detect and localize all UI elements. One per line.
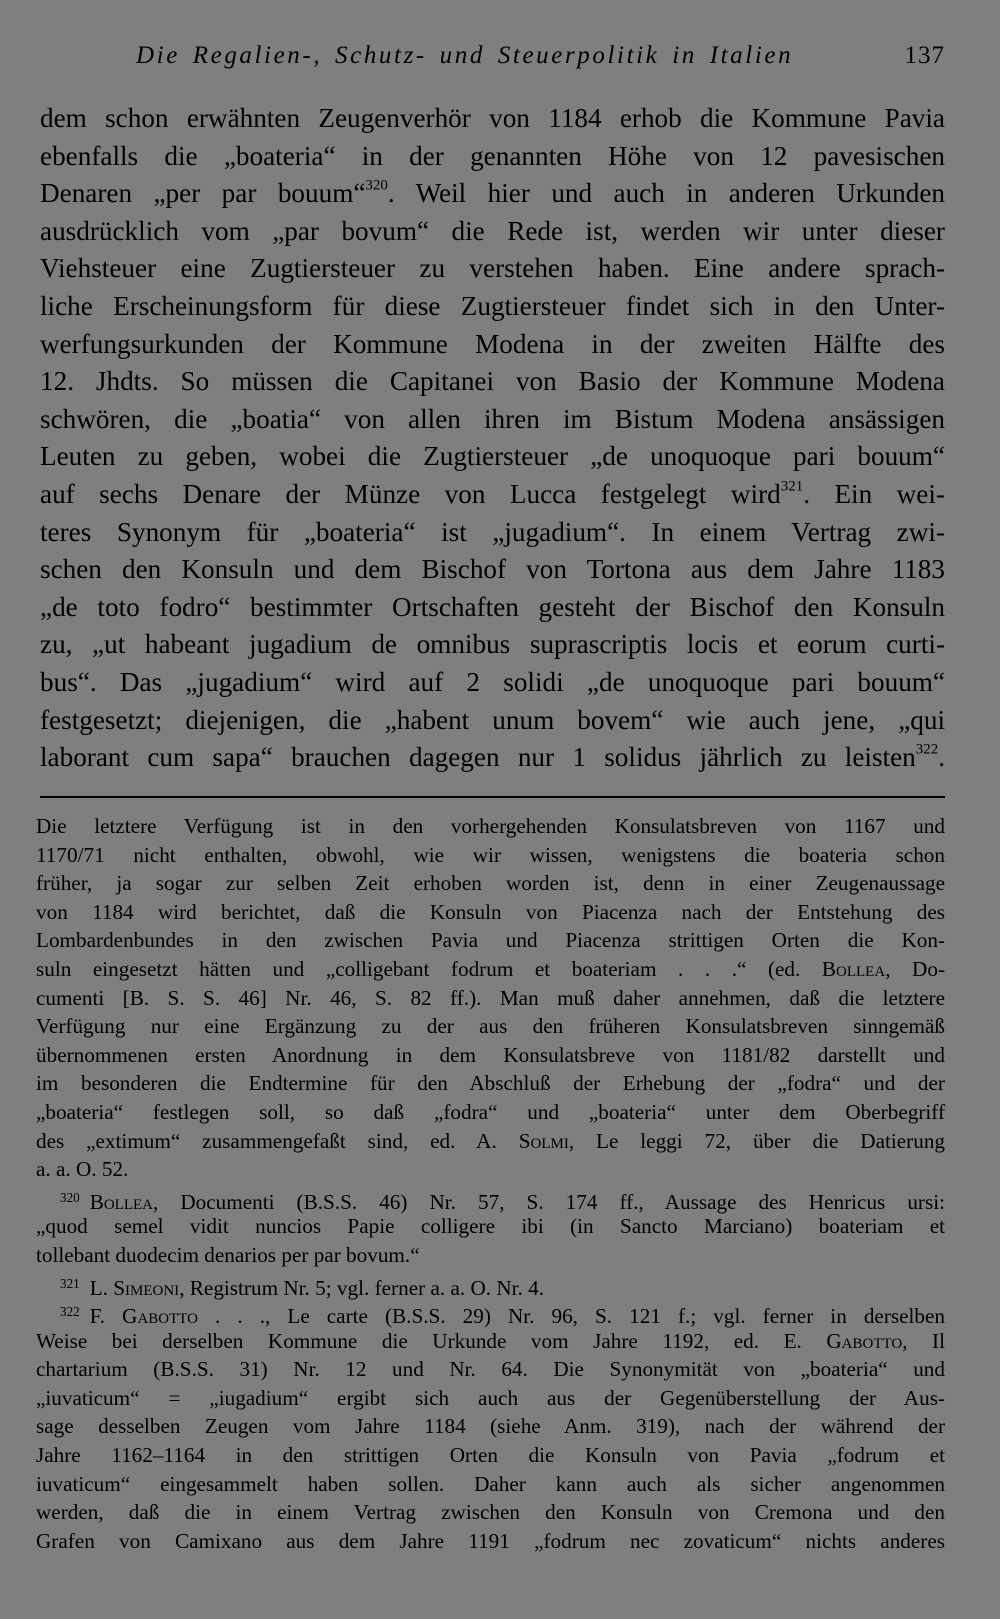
footnote-number: 320 [60, 1189, 80, 1205]
footnote-line: $^{320}$ Bollea, Documenti (B.S.S. 46) Nr. 57, S. 174 ff., Aussage des Henricus ursi: [60, 1189, 945, 1214]
footnote-line: 1170/71 nicht enthalten, obwohl, wie wir wissen, wenigstens die boateria schon [36, 842, 945, 867]
footnote-line: a. a. O. 52. [36, 1157, 129, 1182]
author-name: Bollea [89, 1189, 153, 1214]
footnote-line: tollebant duodecim denarios per par bovum.“ [36, 1242, 420, 1267]
footnote-322 [36, 1298, 945, 1555]
footnote-line: Verfügung nur eine Ergänzung zu der aus den früheren Konsulatsbreven sinngemäß [36, 1014, 945, 1039]
footnote-line: werden, daß die in einem Vertrag zwischen den Konsuln von Cremona und den [36, 1500, 945, 1525]
footnote-line: $^{322}$ F. Gabotto . . ., Le carte (B.S.S. 29) Nr. 96, S. 121 f.; vgl. ferner in derselben [60, 1304, 946, 1329]
text-line: werfungsurkunden der Kommune Modena in der zweiten Hälfte des [40, 328, 945, 359]
footnote-ref-322[interactable]: 322 [915, 741, 939, 758]
footnote-number: 321 [60, 1275, 80, 1291]
footnote-line: „quod semel vidit nuncios Papie colligere ibi (in Sancto Marciano) boateriam et [36, 1214, 945, 1239]
running-head-title: Die Regalien-, Schutz- und Steuerpolitik in Italien [136, 42, 794, 69]
footnote-line: Weise bei derselben Kommune die Urkunde vom Jahre 1192, ed. E. Gabotto, Il [36, 1328, 946, 1353]
text-line: dem schon erwähnten Zeugenverhör von 1184 erhob die Kommune Pavia [40, 103, 945, 133]
text-line: laborant cum sapa“ brauchen dagegen nur 1 solidus jährlich zu leisten$^{322}$. [40, 741, 945, 773]
footnote-line: chartarium (B.S.S. 31) Nr. 12 und Nr. 64. Die Synonymität von „boateria“ und [36, 1357, 945, 1382]
footnote-line: im besonderen die Endtermine für den Abschluß der Erhebung der „fodra“ und der [36, 1071, 945, 1096]
footnote-line: von 1184 wird berichtet, daß die Konsuln von Piacenza nach der Entstehung des [36, 899, 945, 924]
footnote-320 [36, 1184, 945, 1270]
footnote-line: iuvaticum“ eingesammelt haben sollen. Daher kann auch als sicher angenommen [36, 1471, 945, 1496]
main-text [40, 100, 945, 777]
footnote-line: sage desselben Zeugen vom Jahre 1184 (siehe Anm. 319), nach der während der [36, 1414, 945, 1439]
footnote-ref-321[interactable]: 321 [780, 478, 804, 495]
footnote-line: „iuvaticum“ = „iugadium“ ergibt sich auch aus der Gegenüberstellung der Aus- [36, 1385, 945, 1410]
text-line: „de toto fodro“ bestimmter Ortschaften gesteht der Bischof den Konsuln [40, 591, 945, 622]
text-line: ausdrücklich vom „par bovum“ die Rede ist, werden wir unter dieser [40, 215, 945, 246]
text-line: ebenfalls die „boateria“ in der genannten Höhe von 12 pavesischen [40, 140, 945, 171]
footnote-line: des „extimum“ zusammengefaßt sind, ed. A. Solmi, Le leggi 72, über die Datierung [36, 1128, 946, 1153]
author-name: Gabotto [826, 1328, 903, 1353]
running-head [40, 40, 945, 80]
footnote-line: $^{321}$ L. Simeoni, Registrum Nr. 5; vgl. ferner a. a. O. Nr. 4. [60, 1275, 545, 1300]
footnote-line: Lombardenbundes in den zwischen Pavia und Piacenza strittigen Orten die Kon- [36, 928, 945, 953]
footnote-separator [40, 796, 945, 798]
text-line: zu, „ut habeant jugadium de omnibus suprascriptis locis et eorum curti- [40, 629, 945, 660]
footnote-line: übernommenen ersten Anordnung in dem Konsulatsbreve von 1181/82 darstellt und [36, 1042, 945, 1067]
text-line: bus“. Das „jugadium“ wird auf 2 solidi „de unoquoque pari bouum“ [40, 666, 945, 697]
author-name: Solmi [518, 1128, 569, 1153]
footnote-line: Jahre 1162–1164 in den strittigen Orten die Konsuln von Pavia „fodrum et [36, 1443, 945, 1468]
footnote-number: 322 [60, 1304, 80, 1320]
text-line: liche Erscheinungsform für diese Zugtiersteuer findet sich in den Unter- [40, 290, 945, 321]
text-line: schwören, die „boatia“ von allen ihren im Bistum Modena ansässigen [40, 403, 945, 434]
footnote-line: cumenti [B. S. S. 46] Nr. 46, S. 82 ff.). Man muß daher annehmen, daß die letztere [36, 985, 945, 1010]
page-number: 137 [904, 42, 945, 69]
footnote-line: suln eingesetzt hätten und „colligebant fodrum et boateriam . . .“ (ed. Bollea, Do- [36, 956, 945, 981]
footnote-line: Die letztere Verfügung ist in den vorhergehenden Konsulatsbreven von 1167 und [36, 814, 945, 838]
text-line: Denaren „per par bouum“$^{320}$. Weil hier und auch in anderen Urkunden [40, 177, 945, 209]
author-name: Bollea [821, 956, 886, 981]
footnote-line: früher, ja sogar zur selben Zeit erhoben worden ist, denn in einer Zeugenaussage [36, 871, 945, 896]
footnote-321 [36, 1270, 945, 1299]
footnote-ref-320[interactable]: 320 [365, 177, 388, 194]
footnotes [36, 812, 945, 1555]
text-line: festgesetzt; diejenigen, die „habent unum bovem“ wie auch jene, „qui [40, 704, 945, 735]
text-line: 12. Jhdts. So müssen die Capitanei von Basio der Kommune Modena [40, 366, 945, 397]
author-name: Simeoni [113, 1275, 180, 1300]
author-name: Gabotto [122, 1304, 198, 1329]
text-line: auf sechs Denare der Münze von Lucca festgelegt wird$^{321}$. Ein wei- [40, 478, 945, 509]
text-line: Leuten zu geben, wobei die Zugtiersteuer „de unoquoque pari bouum“ [40, 441, 945, 472]
footnote-line: Grafen von Camixano aus dem Jahre 1191 „fodrum nec zovaticum“ nichts anderes [36, 1528, 945, 1553]
text-line: schen den Konsuln und dem Bischof von Tortona aus dem Jahre 1183 [40, 554, 945, 585]
footnote-continuation [36, 812, 945, 1184]
text-line: teres Synonym für „boateria“ ist „jugadium“. In einem Vertrag zwi- [40, 516, 945, 547]
footnote-line: „boateria“ festlegen soll, so daß „fodra“ und „boateria“ unter dem Oberbegriff [36, 1099, 945, 1124]
text-line: Viehsteuer eine Zugtiersteuer zu verstehen haben. Eine andere sprach- [40, 253, 945, 284]
